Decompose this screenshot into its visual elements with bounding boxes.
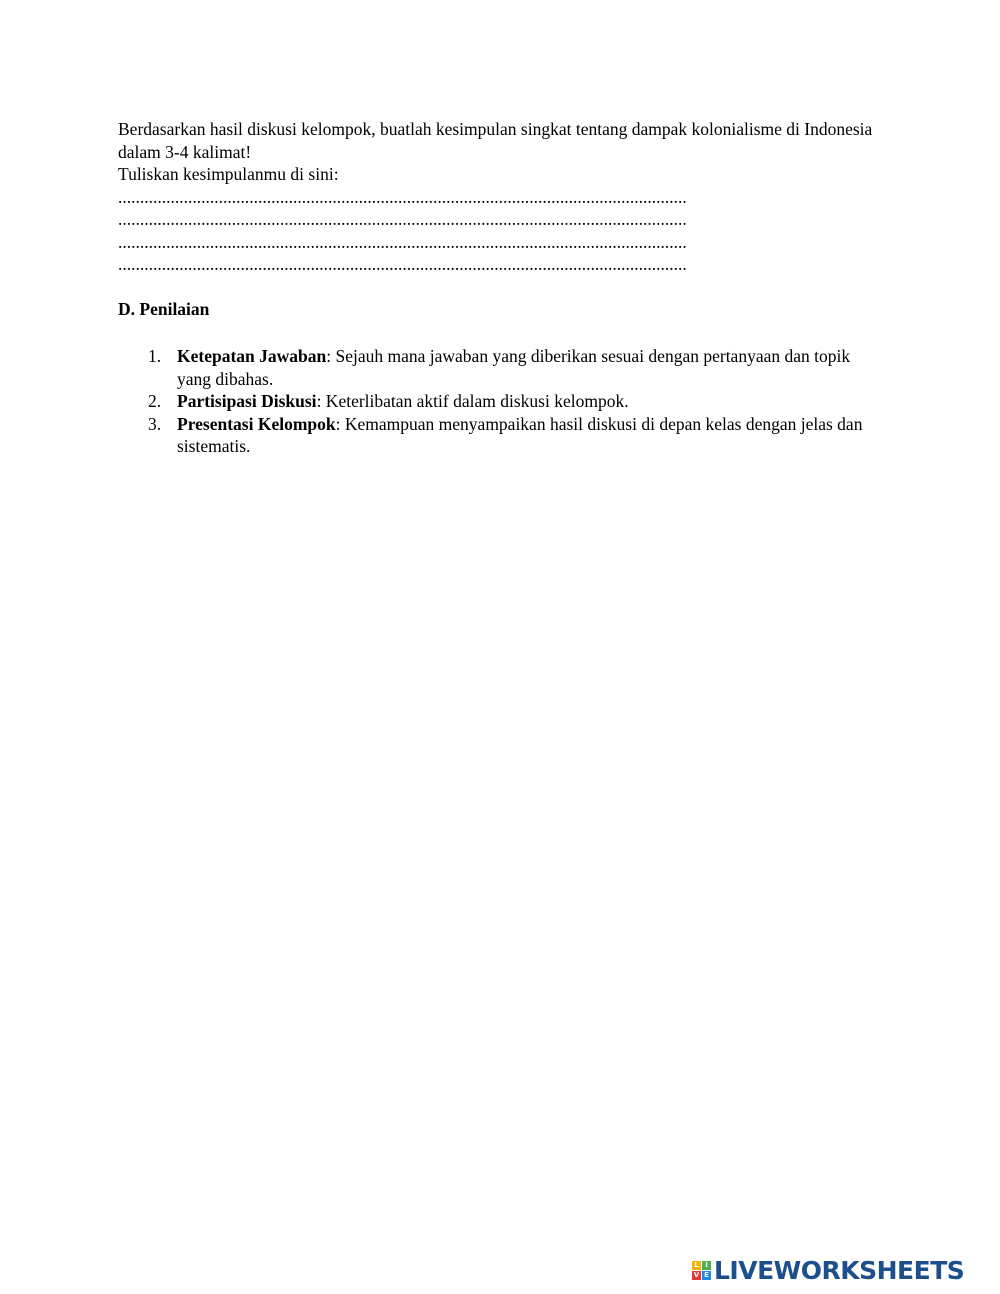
criteria-number: 3.	[148, 413, 162, 434]
logo-mark-icon	[692, 1261, 711, 1280]
criteria-term: Partisipasi Diskusi	[177, 391, 317, 411]
instruction-block	[118, 118, 898, 276]
criteria-number: 2.	[148, 391, 162, 411]
criteria-item	[118, 345, 888, 390]
criteria-description: : Keterlibatan aktif dalam diskusi kelompok.	[316, 391, 629, 411]
criteria-item	[118, 390, 888, 413]
logo-mark-cell: V	[693, 1270, 700, 1279]
criteria-term: Ketepatan Jawaban	[177, 346, 327, 366]
logo-text: LIVEWORKSHEETS	[714, 1255, 965, 1285]
section-heading: D. Penilaian	[118, 299, 210, 319]
criteria-item	[118, 413, 888, 458]
logo-mark-cell: I	[702, 1261, 711, 1270]
criteria-description: : Kemampuan menyampaikan hasil diskusi di depan kelas dengan jelas dan sistematis.	[177, 413, 863, 456]
criteria-number: 1.	[148, 346, 162, 366]
logo-mark-cell: L	[692, 1261, 701, 1270]
liveworksheets-logo	[692, 1255, 964, 1285]
answer-prompt: Tuliskan kesimpulanmu di sini:	[118, 164, 339, 184]
answer-line[interactable]: ..................................................................................................................................	[118, 186, 687, 207]
logo-mark-cell: E	[702, 1271, 711, 1280]
instruction-paragraph: Berdasarkan hasil diskusi kelompok, buatlah kesimpulan singkat tentang dampak kolonialisme di Indonesia dalam 3-4 kalimat!	[118, 119, 873, 162]
assessment-criteria-list	[118, 345, 888, 458]
answer-line[interactable]: ..................................................................................................................................	[118, 209, 687, 229]
answer-line[interactable]: ..................................................................................................................................	[118, 254, 687, 274]
criteria-term: Presentasi Kelompok	[177, 413, 336, 434]
answer-line[interactable]: ..................................................................................................................................	[118, 231, 687, 252]
criteria-description: : Sejauh mana jawaban yang diberikan sesuai dengan pertanyaan dan topik yang dibahas.	[177, 346, 851, 389]
